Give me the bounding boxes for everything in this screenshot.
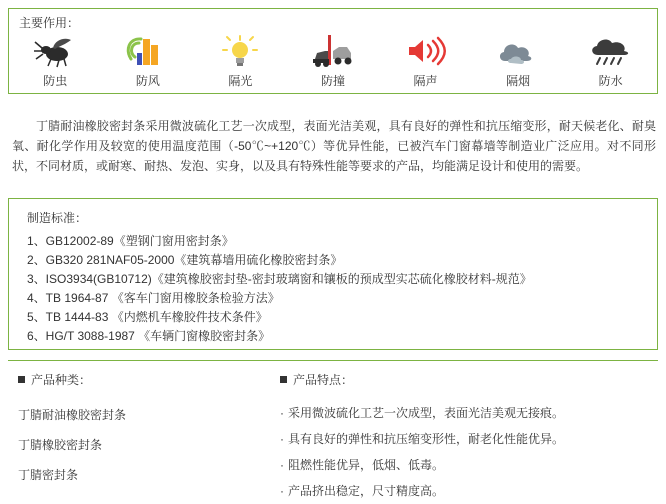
- list-item: 3、ISO3934(GB10712)《建筑橡胶密封垫-密封玻璃窗和镶板的预成型实芯硫化橡胶材料-规范》: [27, 272, 532, 286]
- feature-item-crash: [290, 31, 376, 89]
- list-item: 1、GB12002-89《塑钢门窗用密封条》: [27, 234, 234, 248]
- feature-label: 防风: [135, 74, 160, 88]
- feature-label: 隔光: [228, 74, 253, 88]
- product-features-list: [280, 400, 650, 504]
- feature-item-sound: [383, 31, 469, 89]
- list-item: · 产品挤出稳定，尺寸精度高。: [280, 478, 650, 504]
- list-item: 丁腈密封条: [18, 468, 79, 482]
- feature-item-light: [197, 31, 283, 89]
- list-item: 6、HG/T 3088-1987 《车辆门窗橡胶密封条》: [27, 329, 271, 343]
- speaker-icon: [383, 31, 469, 69]
- standards-list: [27, 232, 657, 346]
- product-types-title: 产品种类：: [31, 373, 92, 387]
- feature-label: 防水: [598, 74, 623, 88]
- car-crash-icon: [290, 31, 376, 69]
- list-item: · 具有良好的弹性和抗压缩变形性，耐老化性能优异。: [280, 426, 650, 452]
- feature-item-insect: [12, 31, 98, 89]
- product-intro-paragraph: 丁腈耐油橡胶密封条采用微波硫化工艺一次成型，表面光洁美观，具有良好的弹性和抗压缩变形，耐天候老化、耐臭氧、耐化学作用及较宽的使用温度范围（-50℃~+120℃）等优异性能，已被汽车门窗幕墙等制造业广泛应用。对不同形状，不同材质，或耐寒、耐热、发泡、实身，以及具有特殊性能等要求的产品，均能满足设计和使用的需要。: [12, 119, 656, 173]
- product-features-title: 产品特点：: [293, 373, 354, 387]
- feature-item-water: [568, 31, 654, 89]
- wind-icon: [105, 31, 191, 69]
- feature-label: 隔烟: [506, 74, 531, 88]
- list-item: 丁腈橡胶密封条: [18, 438, 103, 452]
- product-types-list: [18, 400, 268, 490]
- list-item: · 采用微波硫化工艺一次成型，表面光洁美观无接痕。: [280, 400, 650, 426]
- feature-label: 防撞: [320, 74, 345, 88]
- feature-label: 防虫: [43, 74, 68, 88]
- product-features-column: [280, 371, 650, 504]
- list-item: 4、TB 1964-87 《客车门窗用橡胶条检验方法》: [27, 291, 280, 305]
- standards-title: 制造标准：: [27, 211, 88, 225]
- feature-item-wind: [105, 31, 191, 89]
- bullet-square-icon: [280, 376, 287, 383]
- main-functions-panel: [8, 8, 658, 94]
- smoke-icon: [475, 31, 561, 69]
- list-item: 丁腈耐油橡胶密封条: [18, 408, 127, 422]
- feature-item-smoke: [475, 31, 561, 89]
- feature-label: 隔声: [413, 74, 438, 88]
- bottom-section: [8, 360, 658, 498]
- manufacturing-standards-panel: [8, 198, 658, 350]
- rain-cloud-icon: [568, 31, 654, 69]
- bug-icon: [12, 31, 98, 69]
- product-types-heading: [18, 371, 268, 388]
- list-item: 2、GB320 281NAF05-2000《建筑幕墙用硫化橡胶密封条》: [27, 253, 343, 267]
- list-item: · 阻燃性能优异，低烟、低毒。: [280, 452, 650, 478]
- list-item: 5、TB 1444-83 《内燃机车橡胶件技术条件》: [27, 310, 268, 324]
- product-types-column: [18, 371, 268, 490]
- main-functions-title: 主要作用：: [19, 16, 80, 30]
- lamp-icon: [197, 31, 283, 69]
- product-features-heading: [280, 371, 650, 388]
- features-row: [9, 31, 657, 89]
- bullet-square-icon: [18, 376, 25, 383]
